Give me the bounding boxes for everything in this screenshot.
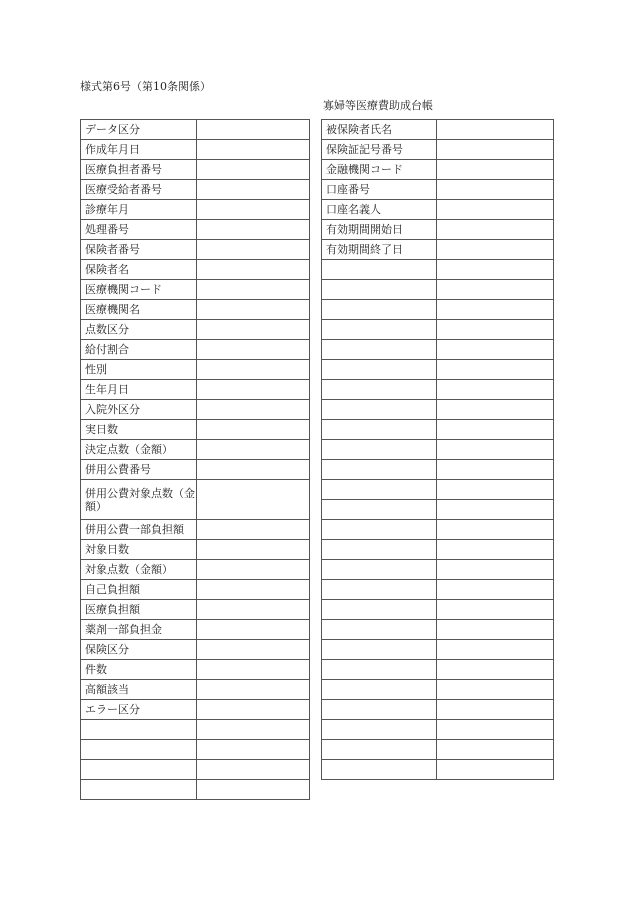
field-value-cell[interactable]	[197, 460, 310, 480]
field-value-cell[interactable]	[437, 200, 554, 220]
field-label: 保険証記号番号	[322, 140, 437, 160]
field-value-cell[interactable]	[437, 480, 554, 500]
field-value-cell[interactable]	[437, 420, 554, 440]
table-row	[322, 160, 554, 180]
field-value-cell[interactable]	[437, 500, 554, 520]
field-value-cell[interactable]	[437, 440, 554, 460]
table-row	[322, 580, 554, 600]
field-label: 生年月日	[81, 380, 197, 400]
field-value-cell[interactable]	[197, 260, 310, 280]
table-row	[322, 760, 554, 780]
field-value-cell[interactable]	[197, 780, 310, 800]
table-row	[322, 380, 554, 400]
field-label: 有効期間開始日	[322, 220, 437, 240]
field-label: 併用公費対象点数（金額）	[81, 480, 197, 520]
table-row	[322, 660, 554, 680]
right-ledger-table	[321, 119, 554, 780]
field-value-cell[interactable]	[197, 580, 310, 600]
table-row	[81, 720, 310, 740]
field-label	[322, 440, 437, 460]
field-value-cell[interactable]	[437, 360, 554, 380]
field-label: 保険区分	[81, 640, 197, 660]
field-value-cell[interactable]	[437, 340, 554, 360]
field-label: 医療機関コード	[81, 280, 197, 300]
field-label	[322, 340, 437, 360]
field-label: 口座名義人	[322, 200, 437, 220]
table-row	[322, 420, 554, 440]
field-label: 医療負担額	[81, 600, 197, 620]
field-value-cell[interactable]	[197, 620, 310, 640]
field-value-cell[interactable]	[437, 580, 554, 600]
table-row	[322, 220, 554, 240]
field-label: 処理番号	[81, 220, 197, 240]
field-value-cell[interactable]	[437, 300, 554, 320]
field-label	[322, 740, 437, 760]
field-label: 口座番号	[322, 180, 437, 200]
field-value-cell[interactable]	[197, 680, 310, 700]
field-value-cell[interactable]	[197, 200, 310, 220]
field-value-cell[interactable]	[437, 620, 554, 640]
field-value-cell[interactable]	[437, 540, 554, 560]
field-value-cell[interactable]	[197, 300, 310, 320]
table-row	[81, 280, 310, 300]
field-value-cell[interactable]	[197, 560, 310, 580]
field-value-cell[interactable]	[197, 600, 310, 620]
field-value-cell[interactable]	[197, 400, 310, 420]
field-value-cell[interactable]	[437, 400, 554, 420]
table-row	[322, 140, 554, 160]
table-row	[81, 220, 310, 240]
field-label	[322, 720, 437, 740]
field-label	[81, 780, 197, 800]
field-label	[81, 760, 197, 780]
table-row	[322, 200, 554, 220]
table-row	[81, 740, 310, 760]
table-row	[81, 160, 310, 180]
field-value-cell[interactable]	[197, 660, 310, 680]
field-value-cell[interactable]	[437, 640, 554, 660]
field-label: 入院外区分	[81, 400, 197, 420]
field-label	[81, 740, 197, 760]
field-label: 作成年月日	[81, 140, 197, 160]
field-value-cell[interactable]	[437, 680, 554, 700]
field-value-cell[interactable]	[197, 380, 310, 400]
field-label: 給付割合	[81, 340, 197, 360]
table-row	[81, 240, 310, 260]
table-row	[81, 300, 310, 320]
field-label: 対象日数	[81, 540, 197, 560]
table-row	[322, 180, 554, 200]
table-row	[81, 380, 310, 400]
table-row	[322, 620, 554, 640]
right-ledger-body	[322, 120, 554, 780]
left-ledger-body	[81, 120, 310, 800]
field-label	[81, 720, 197, 740]
field-value-cell[interactable]	[197, 160, 310, 180]
table-row	[322, 360, 554, 380]
field-label: 被保険者氏名	[322, 120, 437, 140]
field-label	[322, 700, 437, 720]
field-value-cell[interactable]	[197, 440, 310, 460]
table-row	[322, 740, 554, 760]
table-row	[322, 400, 554, 420]
field-value-cell[interactable]	[437, 700, 554, 720]
field-value-cell[interactable]	[437, 560, 554, 580]
field-label	[322, 540, 437, 560]
table-row	[322, 540, 554, 560]
field-value-cell[interactable]	[437, 600, 554, 620]
table-row	[322, 300, 554, 320]
field-value-cell[interactable]	[437, 120, 554, 140]
field-value-cell[interactable]	[437, 140, 554, 160]
field-label: 保険者名	[81, 260, 197, 280]
field-label: 高額該当	[81, 680, 197, 700]
field-label	[322, 500, 437, 520]
field-value-cell[interactable]	[197, 640, 310, 660]
table-row	[322, 460, 554, 480]
field-value-cell[interactable]	[197, 280, 310, 300]
field-value-cell[interactable]	[197, 320, 310, 340]
table-row	[81, 520, 310, 540]
table-row	[81, 480, 310, 520]
table-row	[322, 520, 554, 540]
field-value-cell[interactable]	[197, 120, 310, 140]
table-row	[81, 600, 310, 620]
table-row	[81, 620, 310, 640]
field-label: 実日数	[81, 420, 197, 440]
field-label: 性別	[81, 360, 197, 380]
field-value-cell[interactable]	[437, 160, 554, 180]
field-label	[322, 460, 437, 480]
field-value-cell[interactable]	[437, 240, 554, 260]
field-value-cell[interactable]	[437, 460, 554, 480]
field-label: 対象点数（金額）	[81, 560, 197, 580]
field-label: 併用公費番号	[81, 460, 197, 480]
table-row	[81, 340, 310, 360]
field-label	[322, 580, 437, 600]
table-row	[322, 640, 554, 660]
left-ledger-table	[80, 119, 310, 800]
field-label: 併用公費一部負担額	[81, 520, 197, 540]
field-value-cell[interactable]	[437, 740, 554, 760]
table-row	[81, 440, 310, 460]
field-value-cell[interactable]	[197, 540, 310, 560]
table-row	[322, 480, 554, 500]
field-label	[322, 320, 437, 340]
field-value-cell[interactable]	[437, 320, 554, 340]
field-value-cell[interactable]	[197, 720, 310, 740]
field-label	[322, 760, 437, 780]
field-label	[322, 660, 437, 680]
table-row	[81, 540, 310, 560]
field-label: 自己負担額	[81, 580, 197, 600]
field-value-cell[interactable]	[437, 380, 554, 400]
form-number: 様式第6号（第10条関係）	[80, 80, 211, 93]
field-value-cell[interactable]	[437, 760, 554, 780]
field-value-cell[interactable]	[197, 740, 310, 760]
field-label	[322, 520, 437, 540]
field-label: 医療負担者番号	[81, 160, 197, 180]
field-value-cell[interactable]	[197, 420, 310, 440]
field-value-cell[interactable]	[437, 720, 554, 740]
table-row	[81, 640, 310, 660]
field-value-cell[interactable]	[197, 140, 310, 160]
table-row	[81, 580, 310, 600]
table-row	[81, 660, 310, 680]
field-label	[322, 380, 437, 400]
field-label	[322, 300, 437, 320]
table-row	[81, 460, 310, 480]
field-label	[322, 620, 437, 640]
field-label: 医療受給者番号	[81, 180, 197, 200]
field-value-cell[interactable]	[197, 480, 310, 520]
table-row	[81, 700, 310, 720]
table-row	[81, 320, 310, 340]
field-label: 診療年月	[81, 200, 197, 220]
field-label: 点数区分	[81, 320, 197, 340]
table-row	[81, 200, 310, 220]
table-row	[322, 600, 554, 620]
field-value-cell[interactable]	[197, 180, 310, 200]
field-value-cell[interactable]	[197, 340, 310, 360]
field-label	[322, 600, 437, 620]
table-row	[81, 760, 310, 780]
table-row	[322, 320, 554, 340]
table-row	[81, 400, 310, 420]
field-label: 金融機関コード	[322, 160, 437, 180]
field-label: 決定点数（金額）	[81, 440, 197, 460]
field-value-cell[interactable]	[197, 360, 310, 380]
field-label	[322, 360, 437, 380]
field-value-cell[interactable]	[197, 240, 310, 260]
field-label: データ区分	[81, 120, 197, 140]
field-label	[322, 560, 437, 580]
field-value-cell[interactable]	[437, 220, 554, 240]
field-label	[322, 260, 437, 280]
table-row	[81, 180, 310, 200]
field-label	[322, 400, 437, 420]
table-row	[322, 340, 554, 360]
table-row	[322, 680, 554, 700]
table-row	[81, 680, 310, 700]
field-label	[322, 640, 437, 660]
field-label	[322, 480, 437, 500]
field-label: 件数	[81, 660, 197, 680]
field-value-cell[interactable]	[197, 700, 310, 720]
field-label	[322, 280, 437, 300]
table-row	[81, 560, 310, 580]
field-value-cell[interactable]	[197, 760, 310, 780]
ledger-title: 寡婦等医療費助成台帳	[323, 99, 433, 112]
field-label: 薬剤一部負担金	[81, 620, 197, 640]
field-value-cell[interactable]	[437, 180, 554, 200]
field-label: 保険者番号	[81, 240, 197, 260]
field-value-cell[interactable]	[437, 260, 554, 280]
field-label: エラー区分	[81, 700, 197, 720]
field-label: 有効期間終了日	[322, 240, 437, 260]
field-label	[322, 420, 437, 440]
field-label: 医療機関名	[81, 300, 197, 320]
field-value-cell[interactable]	[197, 520, 310, 540]
table-row	[322, 280, 554, 300]
table-row	[322, 240, 554, 260]
table-row	[81, 420, 310, 440]
table-row	[322, 440, 554, 460]
table-row	[322, 560, 554, 580]
table-row	[81, 360, 310, 380]
field-value-cell[interactable]	[197, 220, 310, 240]
field-label	[322, 680, 437, 700]
table-row	[81, 260, 310, 280]
table-row	[322, 720, 554, 740]
table-row	[81, 140, 310, 160]
table-row	[81, 120, 310, 140]
table-row	[81, 780, 310, 800]
table-row	[322, 700, 554, 720]
field-value-cell[interactable]	[437, 660, 554, 680]
field-value-cell[interactable]	[437, 520, 554, 540]
table-row	[322, 500, 554, 520]
table-row	[322, 260, 554, 280]
table-row	[322, 120, 554, 140]
field-value-cell[interactable]	[437, 280, 554, 300]
